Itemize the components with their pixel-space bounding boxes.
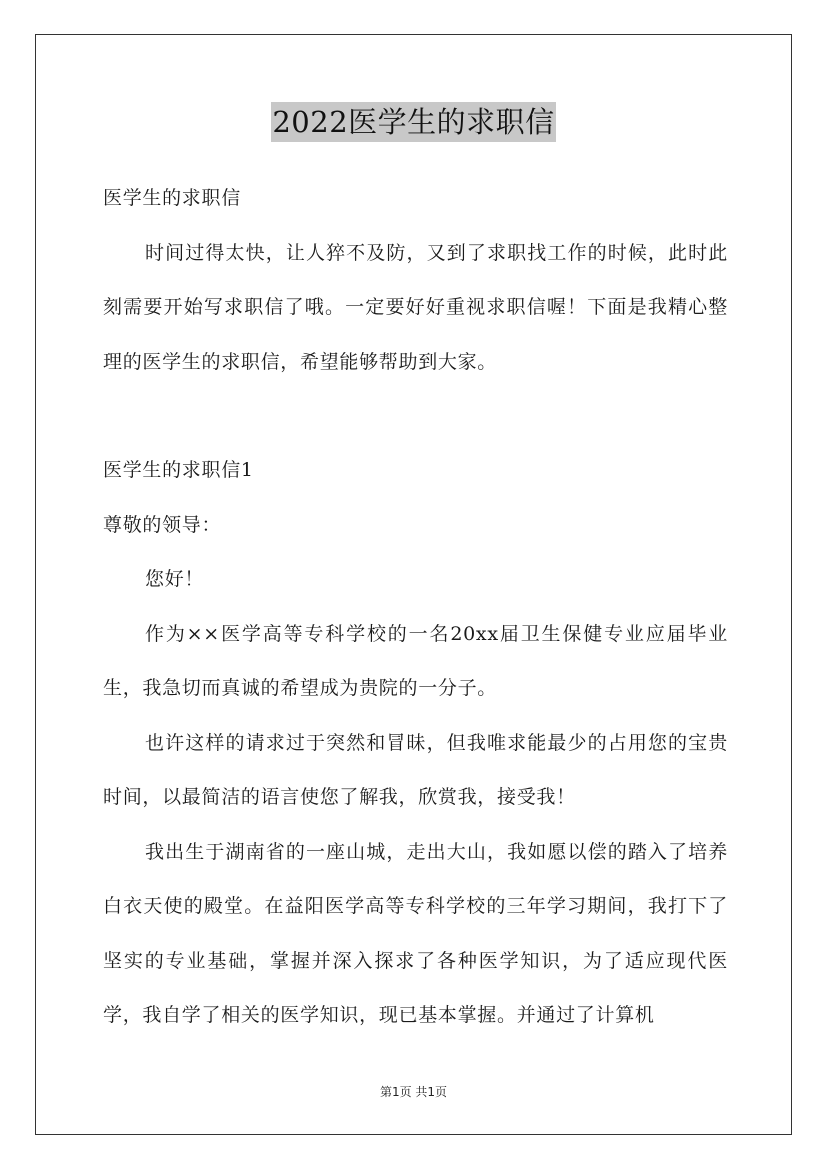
page-footer: 第1页 共1页 [379, 1085, 448, 1099]
body-paragraph: 也许这样的请求过于突然和冒昧，但我唯求能最少的占用您的宝贵时间，以最简洁的语言使您了解我，欣赏我，接受我！ [103, 731, 728, 808]
greeting: 您好！ [145, 568, 205, 590]
body-paragraph: 我出生于湖南省的一座山城，走出大山，我如愿以偿的踏入了培养白衣天使的殿堂。在益阳医学高等专科学校的三年学习期间，我打下了坚实的专业基础，掌握并深入探求了各种医学知识，为了适应现代医学，我自学了相关的医学知识，现已基本掌握。并通过了计算机 [103, 840, 728, 1026]
body-paragraph: 作为××医学高等专科学校的一名20xx届卫生保健专业应届毕业生，我急切而真诚的希望成为贵院的一分子。 [103, 622, 728, 699]
intro-paragraph: 时间过得太快，让人猝不及防，又到了求职找工作的时候，此时此刻需要开始写求职信了哦。一定要好好重视求职信喔！下面是我精心整理的医学生的求职信，希望能够帮助到大家。 [103, 241, 728, 373]
title-wrap [0, 102, 827, 142]
section-heading: 医学生的求职信 [103, 187, 241, 209]
salutation: 尊敬的领导： [103, 513, 222, 536]
letter-heading: 医学生的求职信1 [103, 459, 254, 481]
document-title: 2022医学生的求职信 [271, 102, 555, 142]
document-body [103, 171, 728, 1043]
